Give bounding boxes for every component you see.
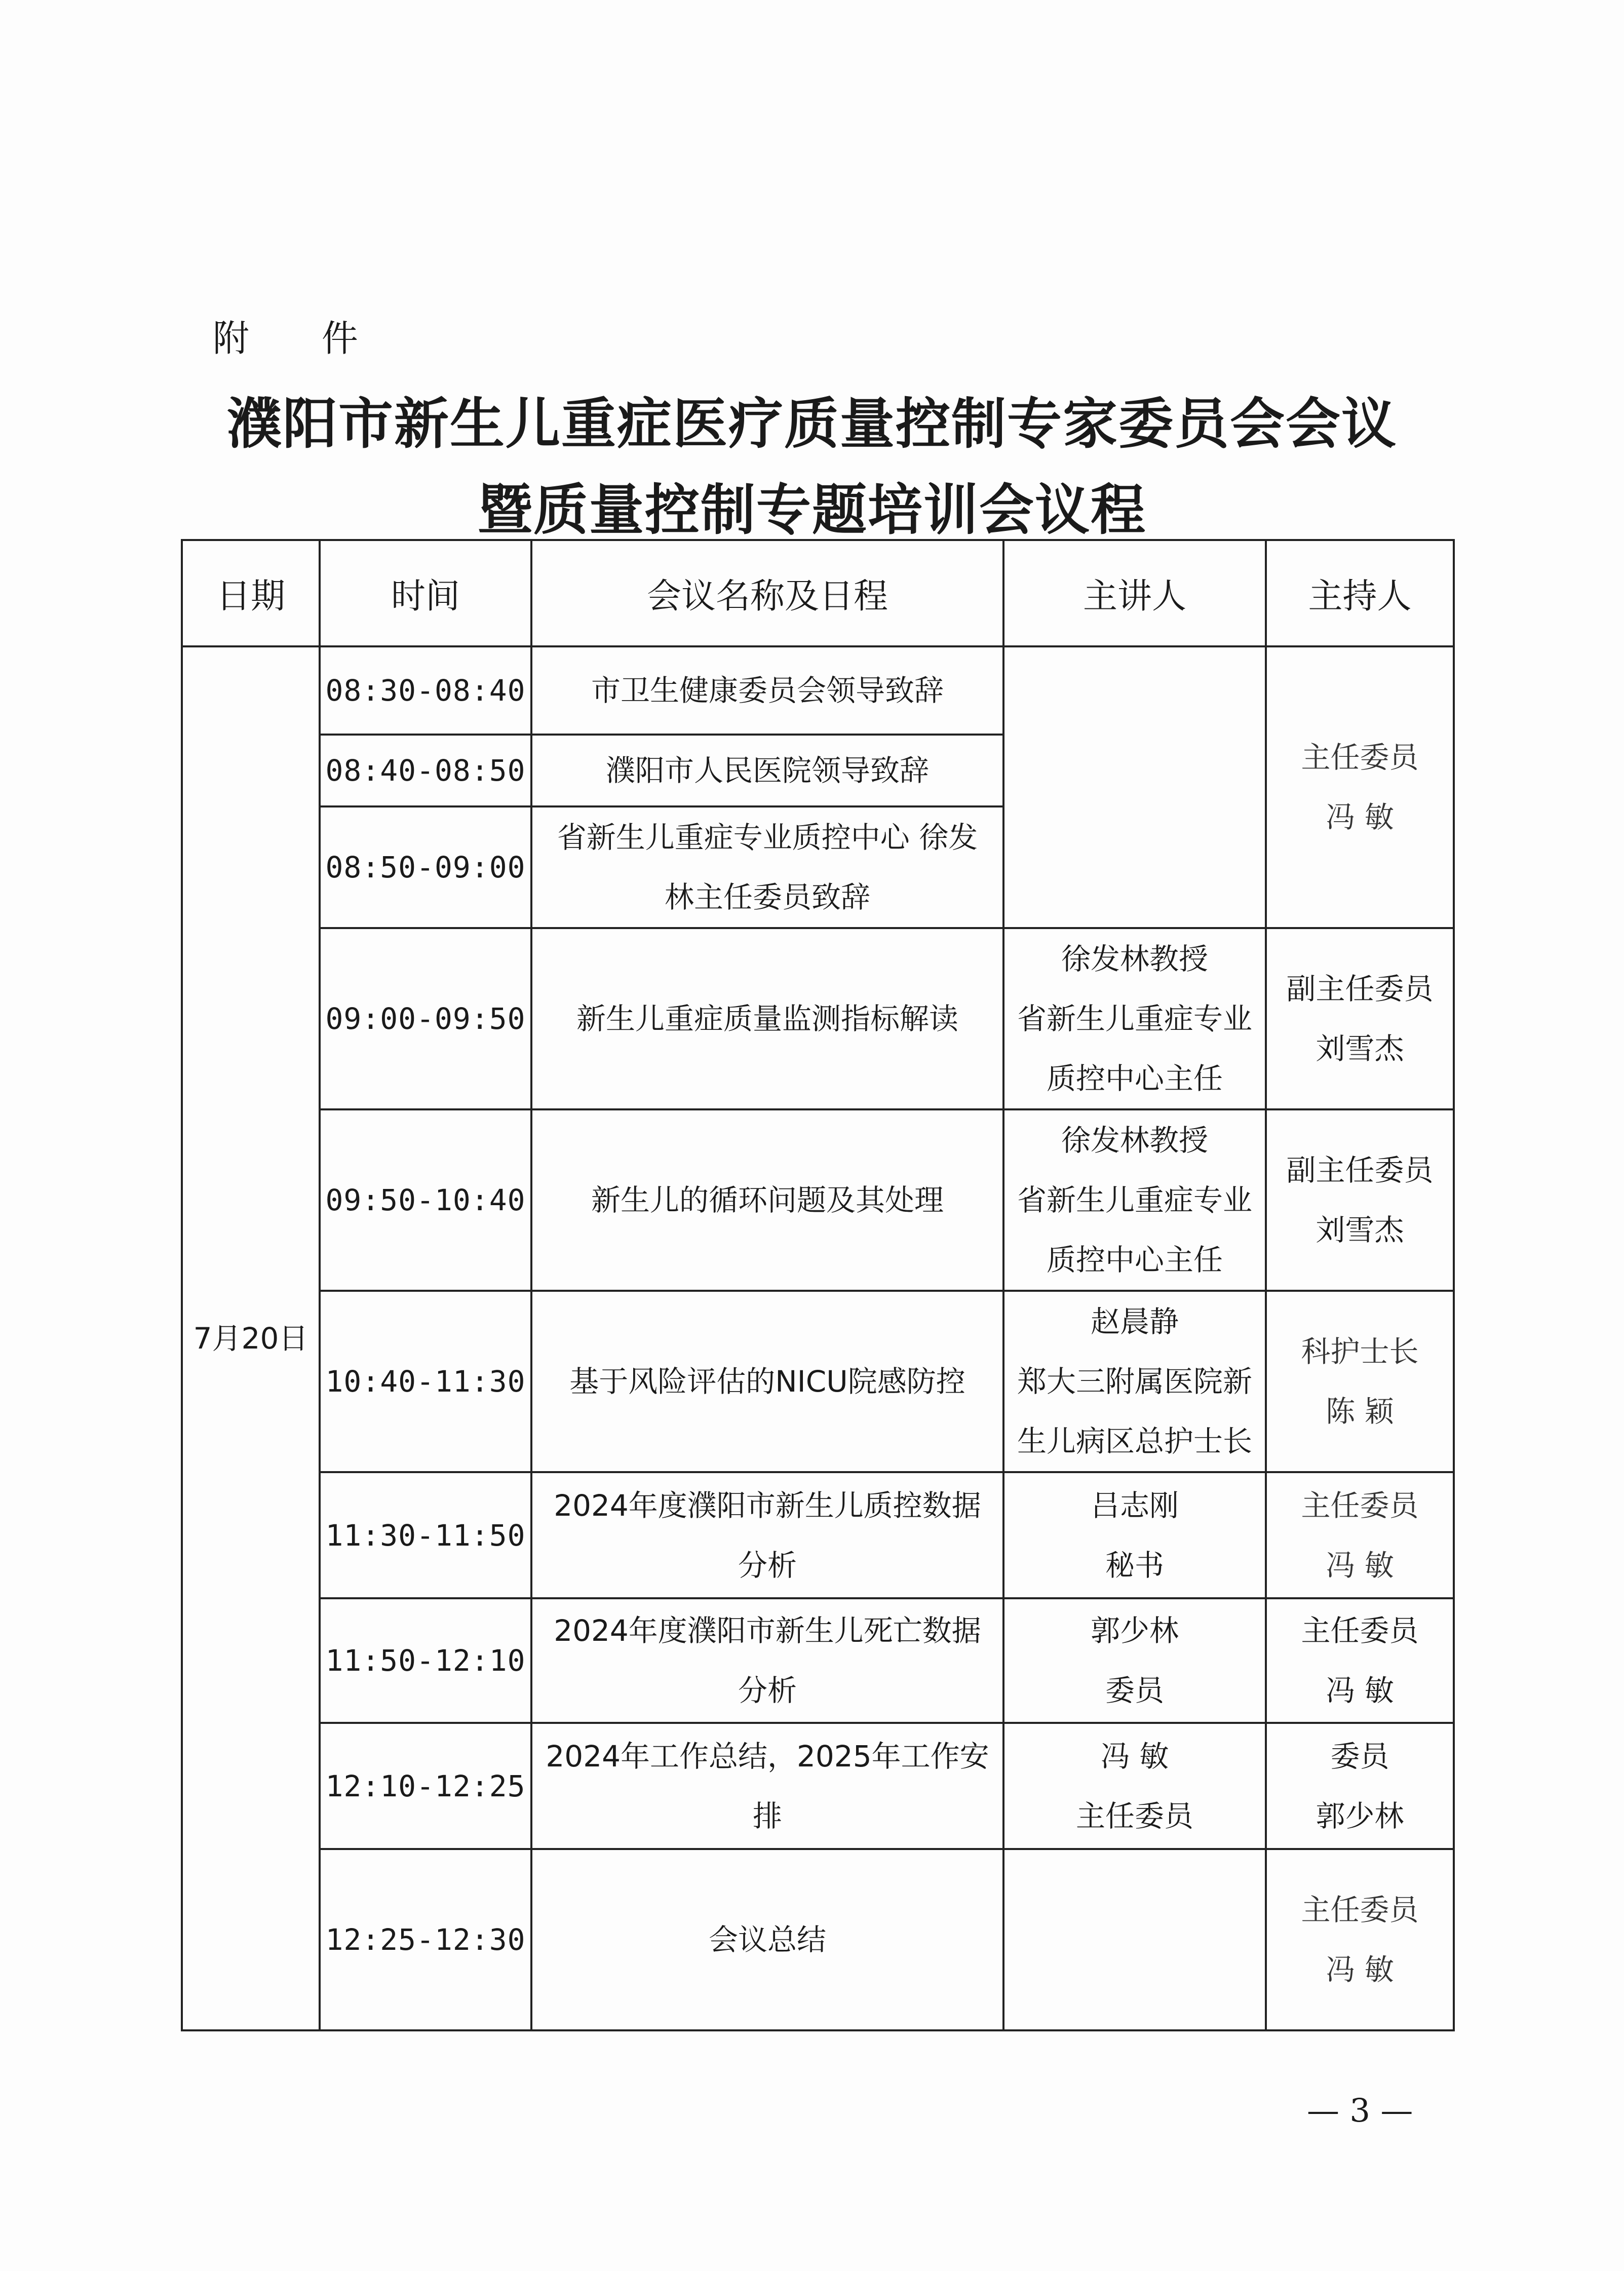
host-line: 郭少林 [1316,1798,1404,1833]
speaker-line: 委员 [1105,1673,1164,1708]
host-line: 主任委员 [1301,740,1419,775]
agenda-line: 濮阳市人民医院领导致辞 [605,753,929,788]
agenda-cell [531,928,1003,1109]
speaker-cell [1003,928,1266,1109]
host-line: 冯 敏 [1326,800,1394,834]
speaker-line: 郑大三附属医院新 [1017,1364,1252,1399]
time-cell: 09:00-09:50 [320,928,531,1109]
speaker-line: 主任委员 [1075,1798,1193,1833]
agenda-line: 2024年度濮阳市新生儿死亡数据 [554,1613,981,1648]
attachment-label: 附 件 [213,317,389,360]
host-line: 主任委员 [1301,1893,1419,1927]
agenda-cell [531,1291,1003,1472]
agenda-line: 排 [752,1798,782,1833]
table-header-row [182,540,1454,646]
speaker-line: 郭少林 [1090,1613,1179,1648]
host-line: 刘雪杰 [1316,1213,1404,1247]
table-row [182,1472,1454,1598]
speaker-line: 冯 敏 [1100,1739,1169,1774]
time-cell: 11:50-12:10 [320,1598,531,1723]
table-row [182,1291,1454,1472]
agenda-line: 分析 [738,1548,797,1583]
time-cell: 08:30-08:40 [320,646,531,735]
agenda-cell [531,735,1003,806]
agenda-line: 基于风险评估的NICU院感防控 [569,1364,965,1399]
speaker-line: 质控中心主任 [1046,1243,1223,1277]
agenda-cell [531,1849,1003,2030]
agenda-line: 新生儿的循环问题及其处理 [591,1183,944,1217]
agenda-line: 省新生儿重症专业质控中心 徐发 [557,820,978,855]
header-time: 时间 [320,540,531,646]
host-cell [1266,928,1454,1109]
page-number: — 3 — [1307,2092,1413,2130]
speaker-line: 徐发林教授 [1061,942,1208,976]
host-line: 刘雪杰 [1316,1031,1404,1066]
speaker-line: 秘书 [1105,1548,1164,1583]
speaker-cell [1003,1109,1266,1291]
header-agenda: 会议名称及日程 [531,540,1003,646]
host-cell [1266,1472,1454,1598]
time-cell: 08:50-09:00 [320,806,531,928]
speaker-line: 省新生儿重症专业 [1017,1002,1252,1036]
host-cell [1266,646,1454,928]
speaker-cell [1003,1849,1266,2030]
host-cell [1266,1723,1454,1849]
host-line: 副主任委员 [1286,972,1434,1006]
agenda-line: 分析 [738,1673,797,1708]
table-row [182,1598,1454,1723]
speaker-line: 生儿病区总护士长 [1017,1424,1252,1458]
time-cell: 10:40-11:30 [320,1291,531,1472]
header-speaker: 主讲人 [1003,540,1266,646]
speaker-line: 质控中心主任 [1046,1061,1223,1096]
host-cell [1266,1291,1454,1472]
agenda-line: 2024年工作总结，2025年工作安 [546,1739,989,1774]
agenda-line: 市卫生健康委员会领导致辞 [591,673,944,708]
agenda-cell [531,1723,1003,1849]
speaker-cell [1003,1598,1266,1723]
speaker-cell [1003,646,1266,928]
agenda-cell [531,1109,1003,1291]
agenda-line: 会议总结 [708,1922,826,1957]
agenda-cell [531,646,1003,735]
agenda-cell [531,1598,1003,1723]
agenda-cell [531,806,1003,928]
host-cell [1266,1109,1454,1291]
date-cell: 7月20日 [182,646,320,2030]
table-row [182,1849,1454,2030]
agenda-line: 林主任委员致辞 [664,880,870,914]
host-line: 主任委员 [1301,1613,1419,1648]
agenda-table [181,539,1455,2031]
header-host: 主持人 [1266,540,1454,646]
time-cell: 12:10-12:25 [320,1723,531,1849]
host-line: 委员 [1330,1739,1389,1774]
agenda-cell [531,1472,1003,1598]
header-date: 日期 [182,540,320,646]
host-line: 副主任委员 [1286,1153,1434,1187]
agenda-line: 新生儿重症质量监测指标解读 [576,1002,958,1036]
table-row [182,1723,1454,1849]
host-line: 主任委员 [1301,1488,1419,1523]
table-row [182,646,1454,735]
host-line: 冯 敏 [1326,1548,1394,1583]
time-cell: 08:40-08:50 [320,735,531,806]
host-line: 陈 颖 [1326,1394,1394,1429]
speaker-line: 省新生儿重症专业 [1017,1183,1252,1217]
host-line: 冯 敏 [1326,1673,1394,1708]
table-row [182,1109,1454,1291]
host-line: 冯 敏 [1326,1952,1394,1987]
table-row [182,928,1454,1109]
speaker-line: 徐发林教授 [1061,1123,1208,1158]
speaker-cell [1003,1723,1266,1849]
speaker-cell [1003,1472,1266,1598]
speaker-line: 吕志刚 [1090,1488,1179,1523]
time-cell: 12:25-12:30 [320,1849,531,2030]
time-cell: 11:30-11:50 [320,1472,531,1598]
host-line: 科护士长 [1301,1334,1419,1369]
speaker-line: 赵晨静 [1090,1304,1179,1339]
document-title-line2: 暨质量控制专题培训会议程 [477,478,1146,542]
speaker-cell [1003,1291,1266,1472]
document-title-line1: 濮阳市新生儿重症医疗质量控制专家委员会会议 [226,392,1397,456]
time-cell: 09:50-10:40 [320,1109,531,1291]
host-cell [1266,1598,1454,1723]
agenda-line: 2024年度濮阳市新生儿质控数据 [554,1488,981,1523]
host-cell [1266,1849,1454,2030]
